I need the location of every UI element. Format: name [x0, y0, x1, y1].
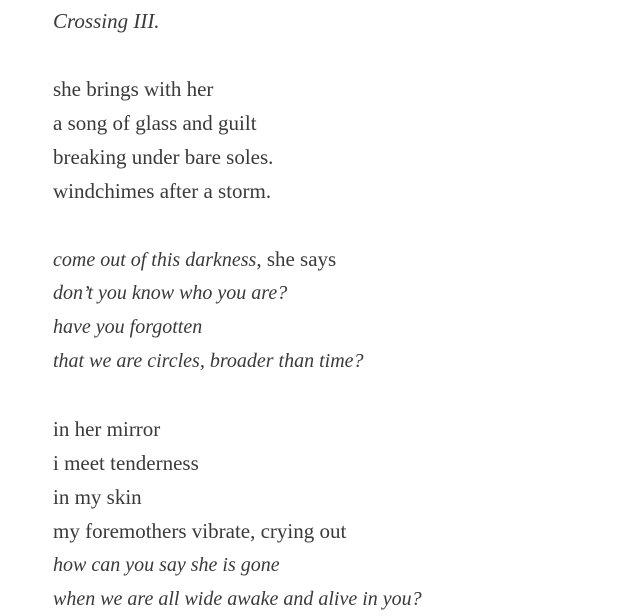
poem-line: i meet tenderness — [53, 451, 199, 475]
poem-line: she brings with her — [53, 77, 214, 101]
stanza-break — [53, 208, 613, 242]
poem-italic-phrase: come out of this darkness — [53, 249, 257, 271]
poem-line: in my skin — [53, 485, 142, 509]
poem-line-italic: that we are circles, broader than time? — [53, 350, 364, 372]
stanza-break — [53, 378, 613, 412]
poem-line: breaking under bare soles. — [53, 145, 274, 169]
poem-line: in her mirror — [53, 417, 161, 441]
poem-line-italic: don’t you know who you are? — [53, 282, 288, 304]
poem-line-italic: how can you say she is gone — [53, 554, 280, 576]
poem-line-mixed — [53, 242, 613, 276]
poem — [53, 4, 613, 616]
poem-line-italic: when we are all wide awake and alive in you? — [53, 588, 422, 610]
poem-title: Crossing III. — [53, 9, 160, 33]
poem-line-italic: have you forgotten — [53, 316, 203, 338]
poem-line: my foremothers vibrate, crying out — [53, 519, 347, 543]
poem-line: a song of glass and guilt — [53, 111, 257, 135]
poem-line: windchimes after a storm. — [53, 179, 272, 203]
stanza-break — [53, 38, 613, 72]
poem-line-rest: , she says — [256, 247, 337, 271]
